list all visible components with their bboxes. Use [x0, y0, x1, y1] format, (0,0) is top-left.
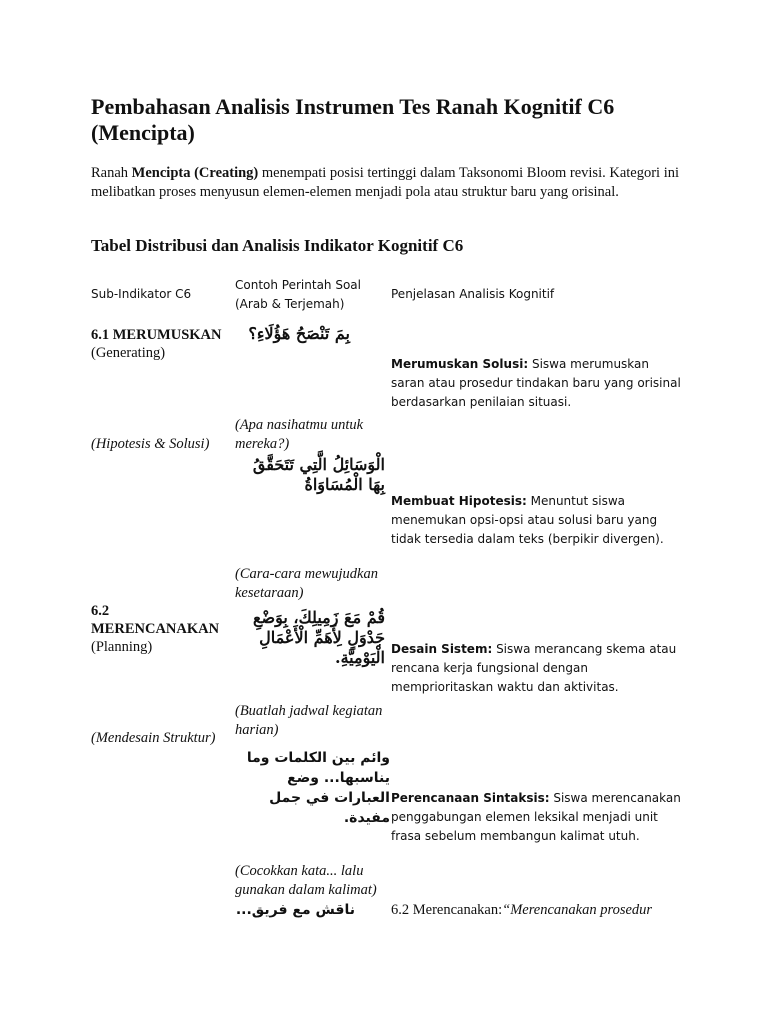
- explanation-5-italic: “Merencanakan prosedur: [502, 902, 653, 918]
- translation-1: (Apa nasihatmu untuk mereka?): [235, 417, 364, 452]
- explanation-3-text: Siswa merancang skema atau rencana kerja fungsional dengan memprioritaskan waktu dan aktivitas.: [391, 642, 677, 694]
- explanation-desain-sistem: [391, 640, 681, 697]
- sub-indikator-6-1-sub: (Generating): [91, 345, 166, 361]
- explanation-6-2-merencanakan: [391, 901, 691, 920]
- intro-paragraph: [91, 164, 691, 201]
- translation-2: (Cara-cara mewujudkan kesetaraan): [235, 566, 378, 601]
- explanation-merumuskan-solusi: [391, 355, 681, 412]
- arabic-example-3: قُمْ مَعَ زَمِيلِكَ، بِوَضْعِ جَدْوَلٍ لِأَهَمِّ الْأَعْمَالِ الْيَوْمِيَّةِ.: [253, 608, 385, 667]
- page-title: Pembahasan Analisis Instrumen Tes Ranah Kognitif C6 (Mencipta): [91, 94, 615, 145]
- sub-indikator-6-2-sub: (Planning): [91, 639, 153, 655]
- intro-prefix: Ranah: [91, 165, 132, 181]
- table-title: Tabel Distribusi dan Analisis Indikator Kognitif C6: [91, 236, 464, 255]
- sub-indikator-6-2-title: 6.2 MERENCANAKAN: [91, 603, 220, 637]
- intro-bold-term: Mencipta (Creating): [131, 165, 259, 181]
- header-penjelasan: Penjelasan Analisis Kognitif: [391, 287, 555, 301]
- explanation-5-prefix: 6.2 Merencanakan:: [391, 902, 503, 918]
- arabic-example-4: وائم بين الكلمات وما يناسبها... وضع العبارات في جمل مفيدة.: [246, 750, 390, 826]
- explanation-1-label: Merumuskan Solusi:: [391, 357, 529, 371]
- translation-3: (Buatlah jadwal kegiatan harian): [235, 703, 383, 738]
- arabic-example-1: بِمَ تَنْصَحُ هَؤُلَاءِ؟: [248, 324, 350, 343]
- explanation-3-label: Desain Sistem:: [391, 642, 493, 656]
- explanation-2-text: Menuntut siswa menemukan opsi-opsi atau solusi baru yang tidak tersedia dalam teks (berpikir divergen).: [391, 494, 664, 546]
- intro-rest: menempati posisi tertinggi dalam Taksonomi Bloom revisi. Kategori ini melibatkan proses menyusun elemen-elemen menjadi pola atau struktur baru yang orisinal.: [91, 165, 680, 200]
- explanation-4-label: Perencanaan Sintaksis:: [391, 791, 550, 805]
- explanation-membuat-hipotesis: [391, 492, 681, 549]
- translation-4: (Cocokkan kata... lalu gunakan dalam kalimat): [235, 863, 377, 898]
- explanation-2-label: Membuat Hipotesis:: [391, 494, 527, 508]
- sub-indikator-6-2-italic: (Mendesain Struktur): [91, 730, 216, 746]
- header-sub-indikator: Sub-Indikator C6: [91, 287, 192, 301]
- explanation-perencanaan-sintaksis: [391, 789, 681, 846]
- explanation-1-text: Siswa merumuskan saran atau prosedur tindakan baru yang orisinal berdasarkan penilaian situasi.: [391, 357, 681, 409]
- arabic-example-2: الْوَسَائِلُ الَّتِي تَتَحَقَّقُ بِهَا الْمُسَاوَاةُ: [252, 455, 385, 494]
- explanation-4-text: Siswa merencanakan penggabungan elemen leksikal menjadi unit frasa sebelum membangun kalimat utuh.: [391, 791, 681, 843]
- sub-indikator-6-1-title: 6.1 MERUMUSKAN: [91, 327, 222, 343]
- header-contoh-soal: Contoh Perintah Soal (Arab & Terjemah): [235, 278, 361, 311]
- arabic-example-5: ناقش مع فريق...: [235, 902, 355, 918]
- sub-indikator-6-1-italic: (Hipotesis & Solusi): [91, 436, 210, 452]
